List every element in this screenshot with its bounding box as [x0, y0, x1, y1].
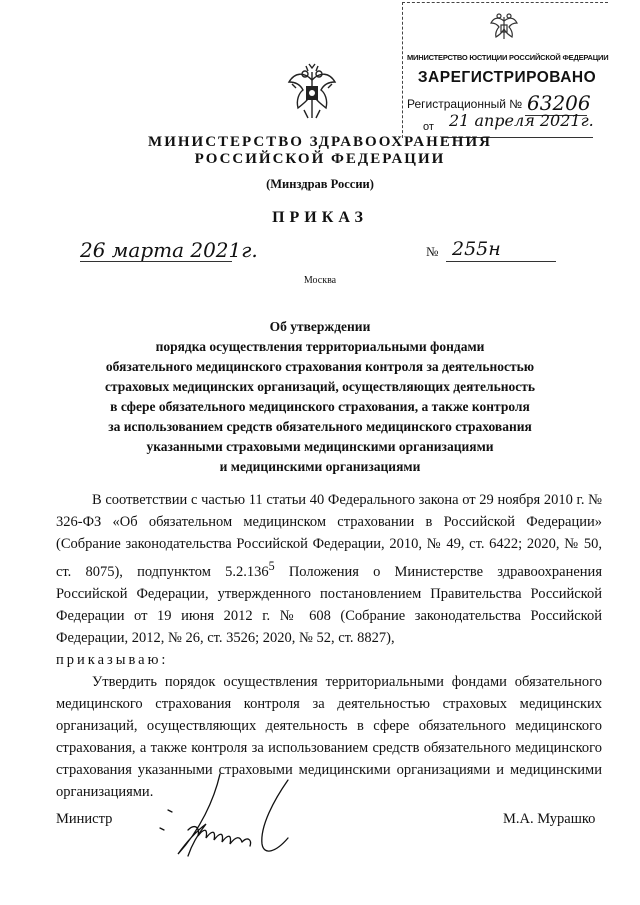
order-number: 255н: [452, 238, 501, 260]
body-paragraph-2: Утвердить порядок осуществления территориальными фондами обязательного медицинского страхования контроля за деятельностью страховых медицинских организаций, осуществляющих деятельность в сфере обязательного медицинского страхования, а также контроля за использованием средств обязательного медицинского страхования указанными страховыми медицинскими организациями и медицинскими организациями.: [56, 673, 602, 800]
registration-stamp: [402, 2, 608, 138]
order-number-label: №: [426, 244, 439, 259]
stamp-emblem-icon: [489, 11, 519, 43]
subject-line: обязательного медицинского страхования контроля за деятельностью: [105, 359, 535, 374]
ministry-line-1: МИНИСТЕРСТВО ЗДРАВООХРАНЕНИЯ: [148, 134, 492, 150]
subject-line: Об утверждении: [269, 319, 371, 334]
subject-line: указанными страховыми медицинскими организациями: [146, 439, 494, 454]
body-p1-superscript: 5: [268, 559, 275, 573]
order-number-underline: [446, 261, 556, 262]
subject-line: страховых медицинских организаций, осуществляющих деятельность: [104, 379, 536, 394]
order-city: Москва: [303, 275, 337, 286]
stamp-number-label: Регистрационный №: [407, 97, 523, 111]
subject-line: и медицинскими организациями: [219, 459, 421, 474]
ministry-short-name: (Минздрав России): [266, 177, 374, 191]
subject-line: в сфере обязательного медицинского страхования, а также контроля: [110, 399, 530, 414]
handwritten-signature-icon: [148, 770, 308, 866]
order-title: ПРИКАЗ: [272, 209, 368, 226]
body-paragraph-1: [56, 489, 602, 649]
stamp-date-label: от: [423, 121, 434, 133]
order-date-underline: [80, 261, 232, 262]
decree-word: приказываю:: [56, 651, 169, 668]
subject-line: порядка осуществления территориальными фондами: [155, 339, 485, 354]
ministry-line-2: РОССИЙСКОЙ ФЕДЕРАЦИИ: [194, 151, 446, 167]
stamp-date: 21 апреля 2021г.: [449, 111, 594, 130]
order-body: [56, 489, 602, 803]
order-subject: [70, 317, 570, 477]
coat-of-arms-icon: [286, 62, 338, 124]
stamp-ministry-name: МИНИСТЕРСТВО ЮСТИЦИИ РОССИЙСКОЙ ФЕДЕРАЦИИ: [407, 53, 609, 62]
body-p1-text-cont: Положения о Министерстве здравоохранения Российской Федерации, утвержденного постановлением Правительства Российской Федерации от 19 июня 2012 г. № 608 (Собрание законодательства Российской Федерации, 2012, № 26, ст. 3526; 2020, № 52, ст. 8827),: [56, 563, 602, 646]
stamp-registered: ЗАРЕГИСТРИРОВАНО: [417, 69, 597, 86]
signatory-role: Министр: [56, 811, 113, 827]
order-date: 26 марта 2021г.: [80, 238, 258, 262]
subject-line: за использованием средств обязательного медицинского страхования: [108, 419, 532, 434]
ministry-header: [0, 134, 640, 193]
body-p1-text: В соответствии с частью 11 статьи 40 Федерального закона от 29 ноября 2010 г. № 326-ФЗ «Об обязательном медицинском страховании в Российской Федерации» (Собрание законодательства Российской Федерации, 2010, № 49, ст. 6422; 2020, № 50, ст. 8075), подпунктом 5.2.136: [56, 492, 602, 580]
stamp-number: 63206: [527, 91, 591, 115]
signatory-name: М.А. Мурашко: [503, 811, 596, 827]
